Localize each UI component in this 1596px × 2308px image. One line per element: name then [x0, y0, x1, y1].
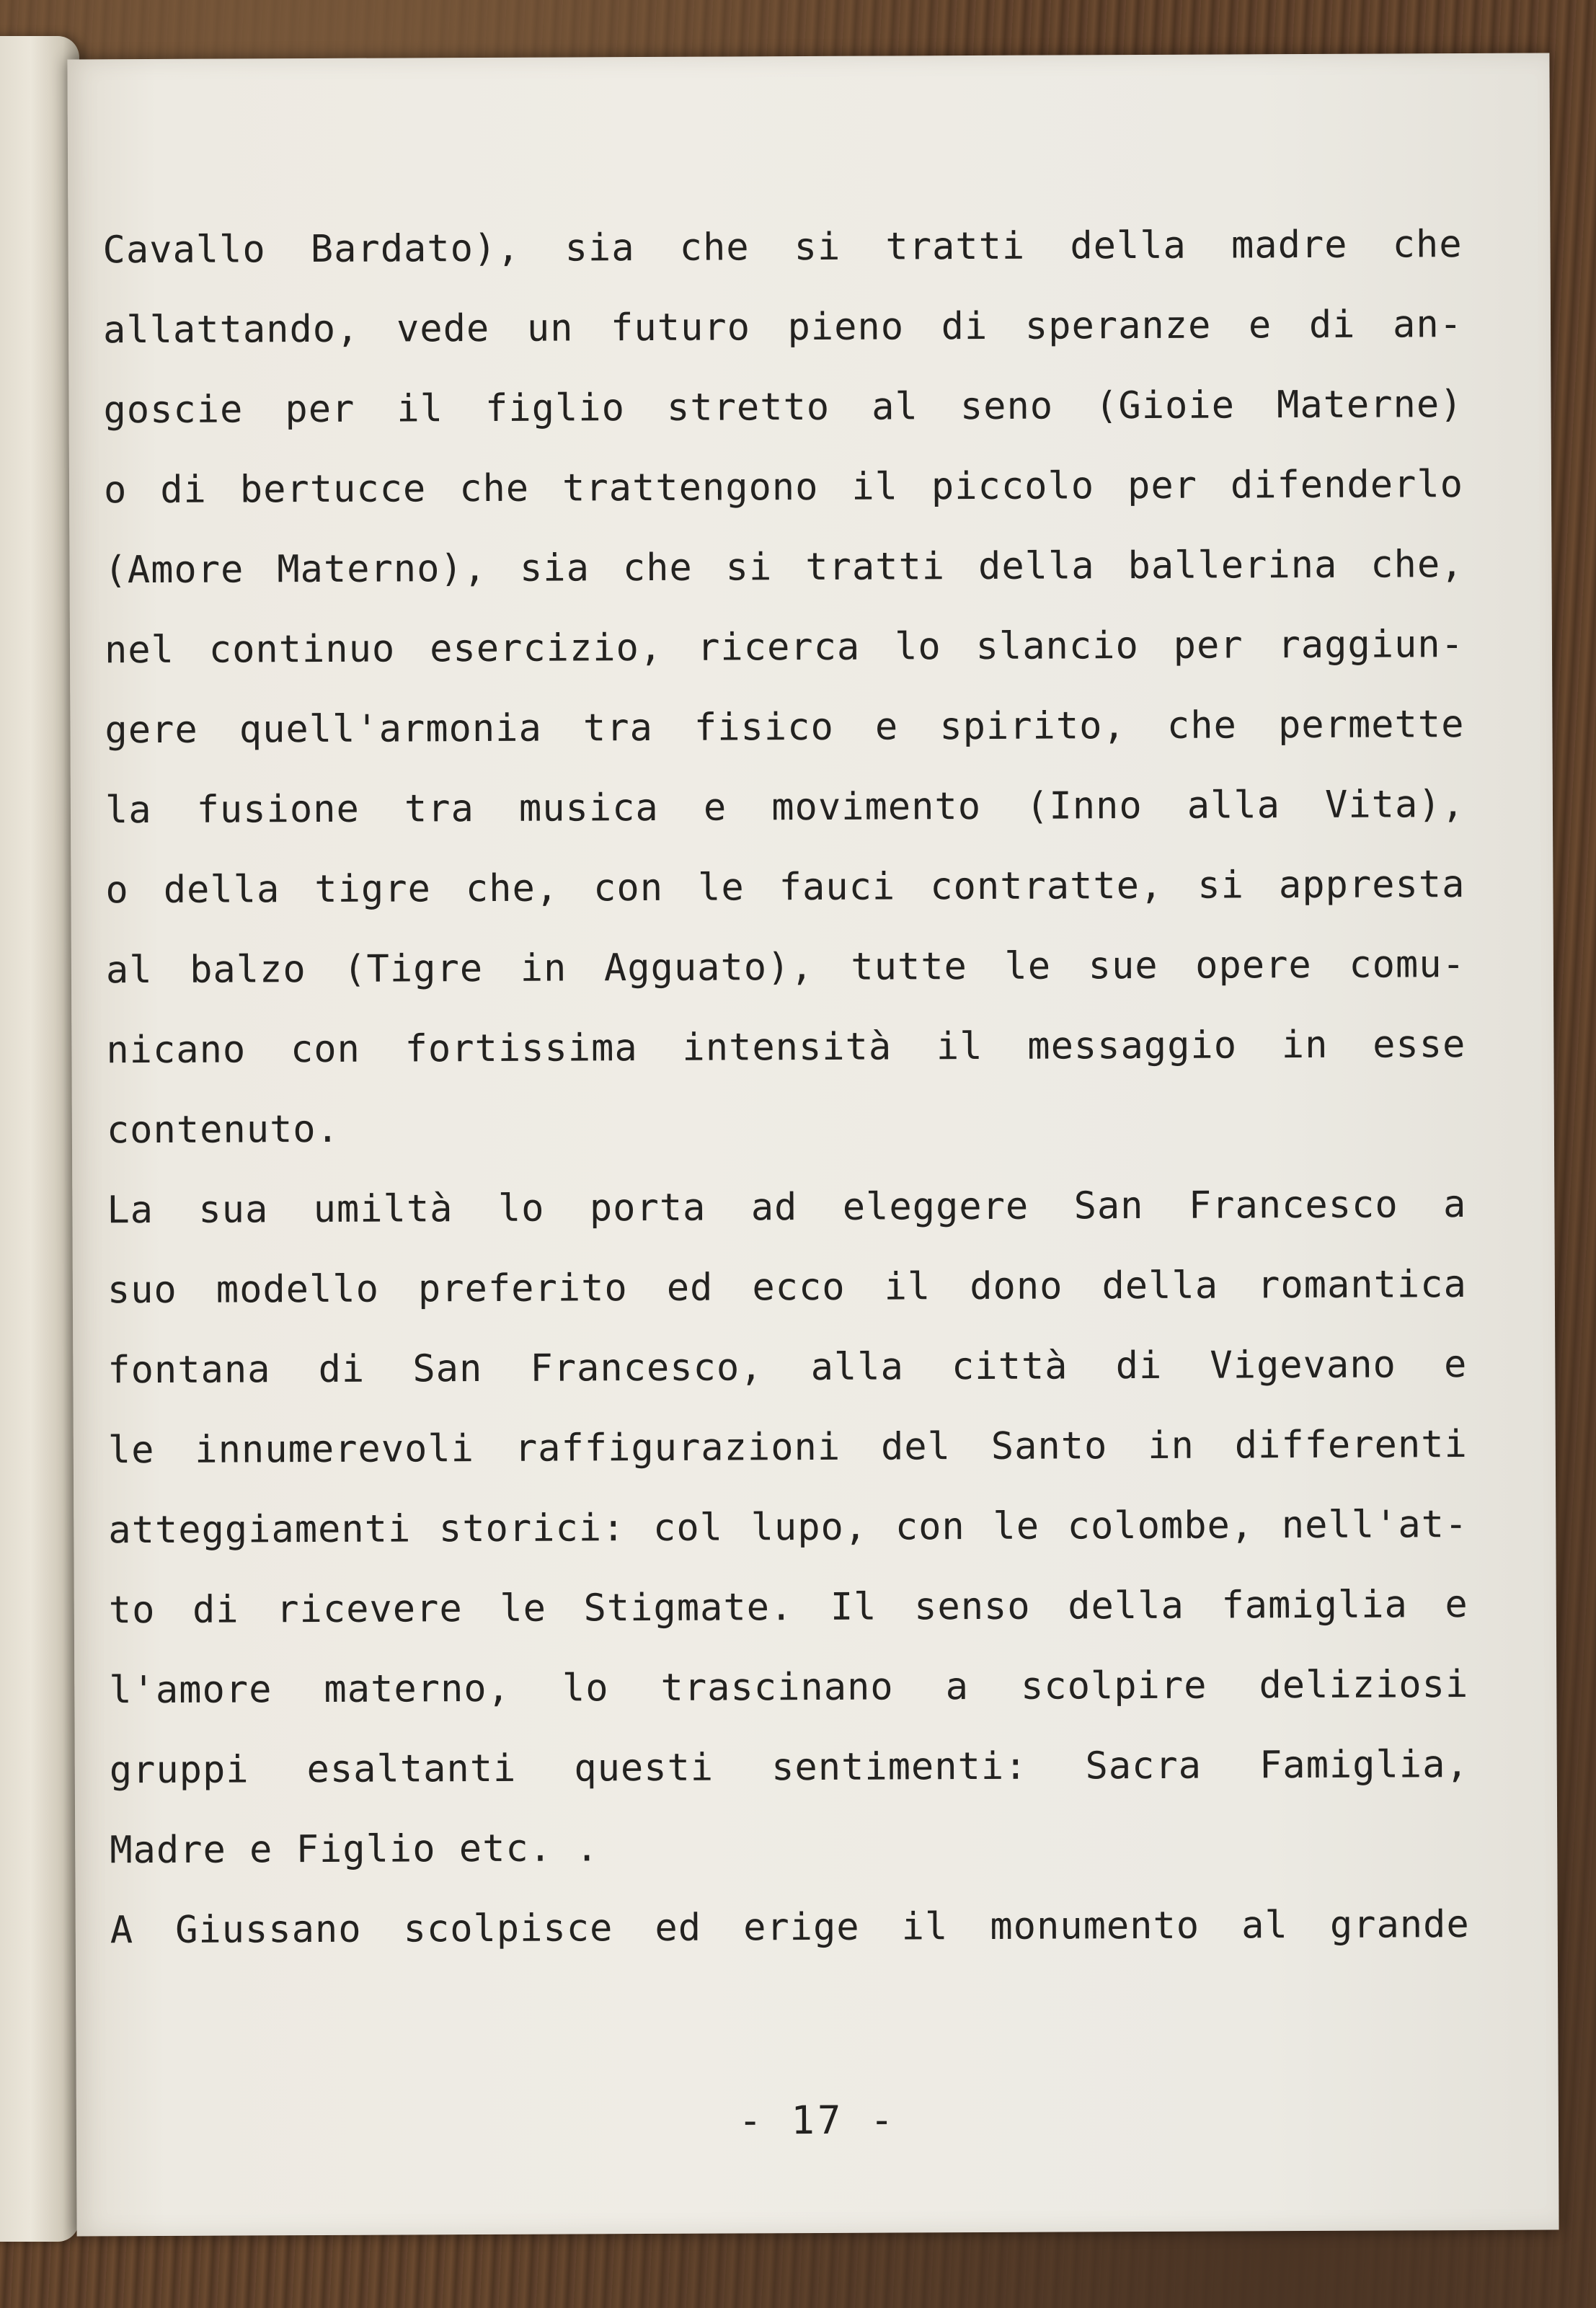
- text-line-8: la fusione tra musica e movimento (Inno alla Vita),: [105, 783, 1466, 833]
- text-line-1: Cavallo Bardato), sia che si tratti della madre che: [102, 223, 1463, 272]
- text-line-18: to di ricevere le Stigmate. Il senso della famiglia e: [108, 1583, 1468, 1633]
- text-line-5: (Amore Materno), sia che si tratti della ballerina che,: [104, 543, 1464, 592]
- text-line-9: o della tigre che, con le fauci contratte, si appresta: [105, 863, 1466, 913]
- text-line-13: La sua umiltà lo porta ad eleggere San Francesco a: [107, 1183, 1467, 1233]
- text-line-10: al balzo (Tigre in Agguato), tutte le sue opere comu-: [105, 943, 1466, 993]
- text-line-22: A Giussano scolpisce ed erige il monumento al grande: [110, 1903, 1470, 1953]
- text-line-2: allattando, vede un futuro pieno di speranze e di an-: [102, 303, 1463, 352]
- text-line-17: atteggiamenti storici: col lupo, con le colombe, nell'at-: [108, 1503, 1468, 1553]
- text-line-3: goscie per il figlio stretto al seno (Gioie Materne): [103, 383, 1463, 432]
- text-line-4: o di bertucce che trattengono il piccolo per difenderlo: [103, 463, 1464, 512]
- page-number: - 17 -: [738, 2097, 897, 2144]
- text-line-12: contenuto.: [106, 1107, 340, 1153]
- text-line-20: gruppi esaltanti questi sentimenti: Sacra Famiglia,: [109, 1743, 1469, 1793]
- text-line-15: fontana di San Francesco, alla città di Vigevano e: [107, 1343, 1468, 1393]
- text-line-19: l'amore materno, lo trascinano a scolpire deliziosi: [109, 1663, 1469, 1713]
- book-page: [67, 53, 1559, 2237]
- text-line-7: gere quell'armonia tra fisico e spirito, che permette: [105, 703, 1465, 753]
- text-line-16: le innumerevoli raffigurazioni del Santo in differenti: [107, 1423, 1468, 1473]
- text-line-14: suo modello preferito ed ecco il dono della romantica: [107, 1263, 1467, 1313]
- text-line-11: nicano con fortissima intensità il messaggio in esse: [106, 1023, 1466, 1073]
- body-text: [102, 205, 1470, 1971]
- previous-page-edge: [0, 36, 79, 2242]
- text-line-21: Madre e Figlio etc. .: [110, 1827, 599, 1873]
- text-line-6: nel continuo esercizio, ricerca lo slancio per raggiun-: [104, 623, 1465, 673]
